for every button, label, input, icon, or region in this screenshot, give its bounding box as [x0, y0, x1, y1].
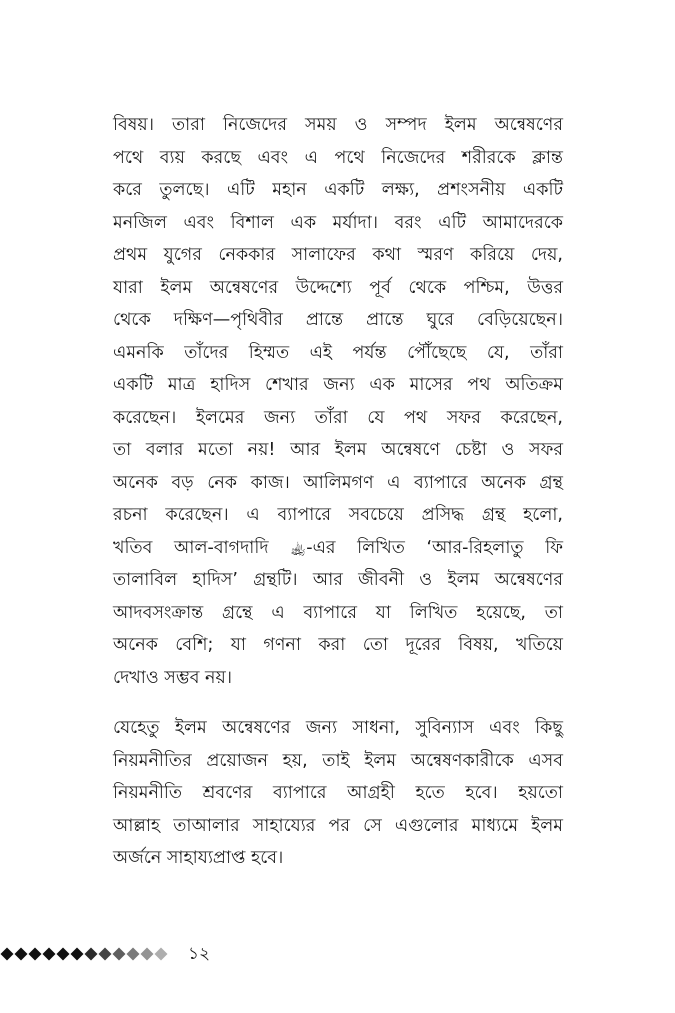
paragraph-1: [113, 109, 563, 694]
text-line: খতিব আল-বাগদাদি ﵀-এর লিখিত ‘আর-রিহলাতু ফি: [113, 537, 563, 558]
text-line: অনেক বেশি; যা গণনা করা তো দূরের বিষয়, খতিয়ে: [113, 635, 563, 655]
page-footer: [0, 942, 675, 966]
text-line: যেহেতু ইলম অন্বেষণের জন্য সাধনা, সুবিন্যাস এবং কিছু: [113, 718, 563, 738]
diamond-icon: [43, 948, 56, 961]
diamond-icon: [85, 948, 98, 961]
text-line: রচনা করেছেন। এ ব্যাপারে সবচেয়ে প্রসিদ্ধ গ্রন্থ হলো,: [113, 505, 563, 525]
text-line: অর্জনে সাহায্যপ্রাপ্ত হবে।: [113, 848, 284, 868]
diamond-ornament: [0, 946, 175, 962]
text-line: তালাবিল হাদিস’ গ্রন্থটি। আর জীবনী ও ইলম অন্বেষণের: [113, 570, 563, 590]
text-line: থেকে দক্ষিণ—পৃথিবীর প্রান্তে প্রান্তে ঘুরে বেড়িয়েছেন।: [113, 310, 563, 330]
diamond-icon: [141, 948, 154, 961]
diamond-icon: [113, 948, 126, 961]
text-line: করে তুলছে। এটি মহান একটি লক্ষ্য, প্রশংসনীয় একটি: [113, 180, 563, 200]
text-line: প্রথম যুগের নেককার সালাফের কথা স্মরণ করিয়ে দেয়,: [113, 245, 563, 265]
text-line: এমনকি তাঁদের হিম্মত এই পর্যন্ত পৌঁছেছে যে, তাঁরা: [113, 342, 563, 363]
text-line: যারা ইলম অন্বেষণের উদ্দেশ্যে পূর্ব থেকে পশ্চিম, উত্তর: [113, 277, 563, 298]
diamond-icon: [15, 948, 28, 961]
diamond-icon: [127, 948, 140, 961]
text-line: মনজিল এবং বিশাল এক মর্যাদা। বরং এটি আমাদেরকে: [113, 212, 563, 233]
text-line: আল্লাহ তাআলার সাহায্যের পর সে এগুলোর মাধ্যমে ইলম: [113, 815, 563, 836]
text-line: আদবসংক্রান্ত গ্রন্থে এ ব্যাপারে যা লিখিত হয়েছে, তা: [113, 602, 563, 623]
text-line: পথে ব্যয় করছে এবং এ পথে নিজেদের শরীরকে ক্লান্ত: [113, 147, 563, 168]
page-number: ১২: [188, 944, 211, 964]
diamond-icon: [57, 948, 70, 961]
text-line: তা বলার মতো নয়! আর ইলম অন্বেষণে চেষ্টা ও সফর: [113, 440, 563, 460]
diamond-icon: [1, 948, 14, 961]
diamond-icon: [29, 948, 42, 961]
text-line: নিয়মনীতির প্রয়োজন হয়, তাই ইলম অন্বেষণকারীকে এসব: [113, 750, 563, 771]
paragraph-2: [113, 712, 563, 875]
diamond-icon: [155, 948, 168, 961]
diamond-icon: [71, 948, 84, 961]
text-line: করেছেন। ইলমের জন্য তাঁরা যে পথ সফর করেছেন,: [113, 407, 563, 428]
text-line: দেখাও সম্ভব নয়।: [113, 667, 233, 688]
text-line: নিয়মনীতি শ্রবণের ব্যাপারে আগ্রহী হতে হবে। হয়তো: [113, 783, 563, 803]
diamond-icon: [99, 948, 112, 961]
text-line: বিষয়। তারা নিজেদের সময় ও সম্পদ ইলম অন্বেষণের: [113, 115, 563, 135]
text-line: অনেক বড় নেক কাজ। আলিমগণ এ ব্যাপারে অনেক গ্রন্থ: [113, 472, 563, 493]
text-line: একটি মাত্র হাদিস শেখার জন্য এক মাসের পথ অতিক্রম: [113, 375, 563, 395]
